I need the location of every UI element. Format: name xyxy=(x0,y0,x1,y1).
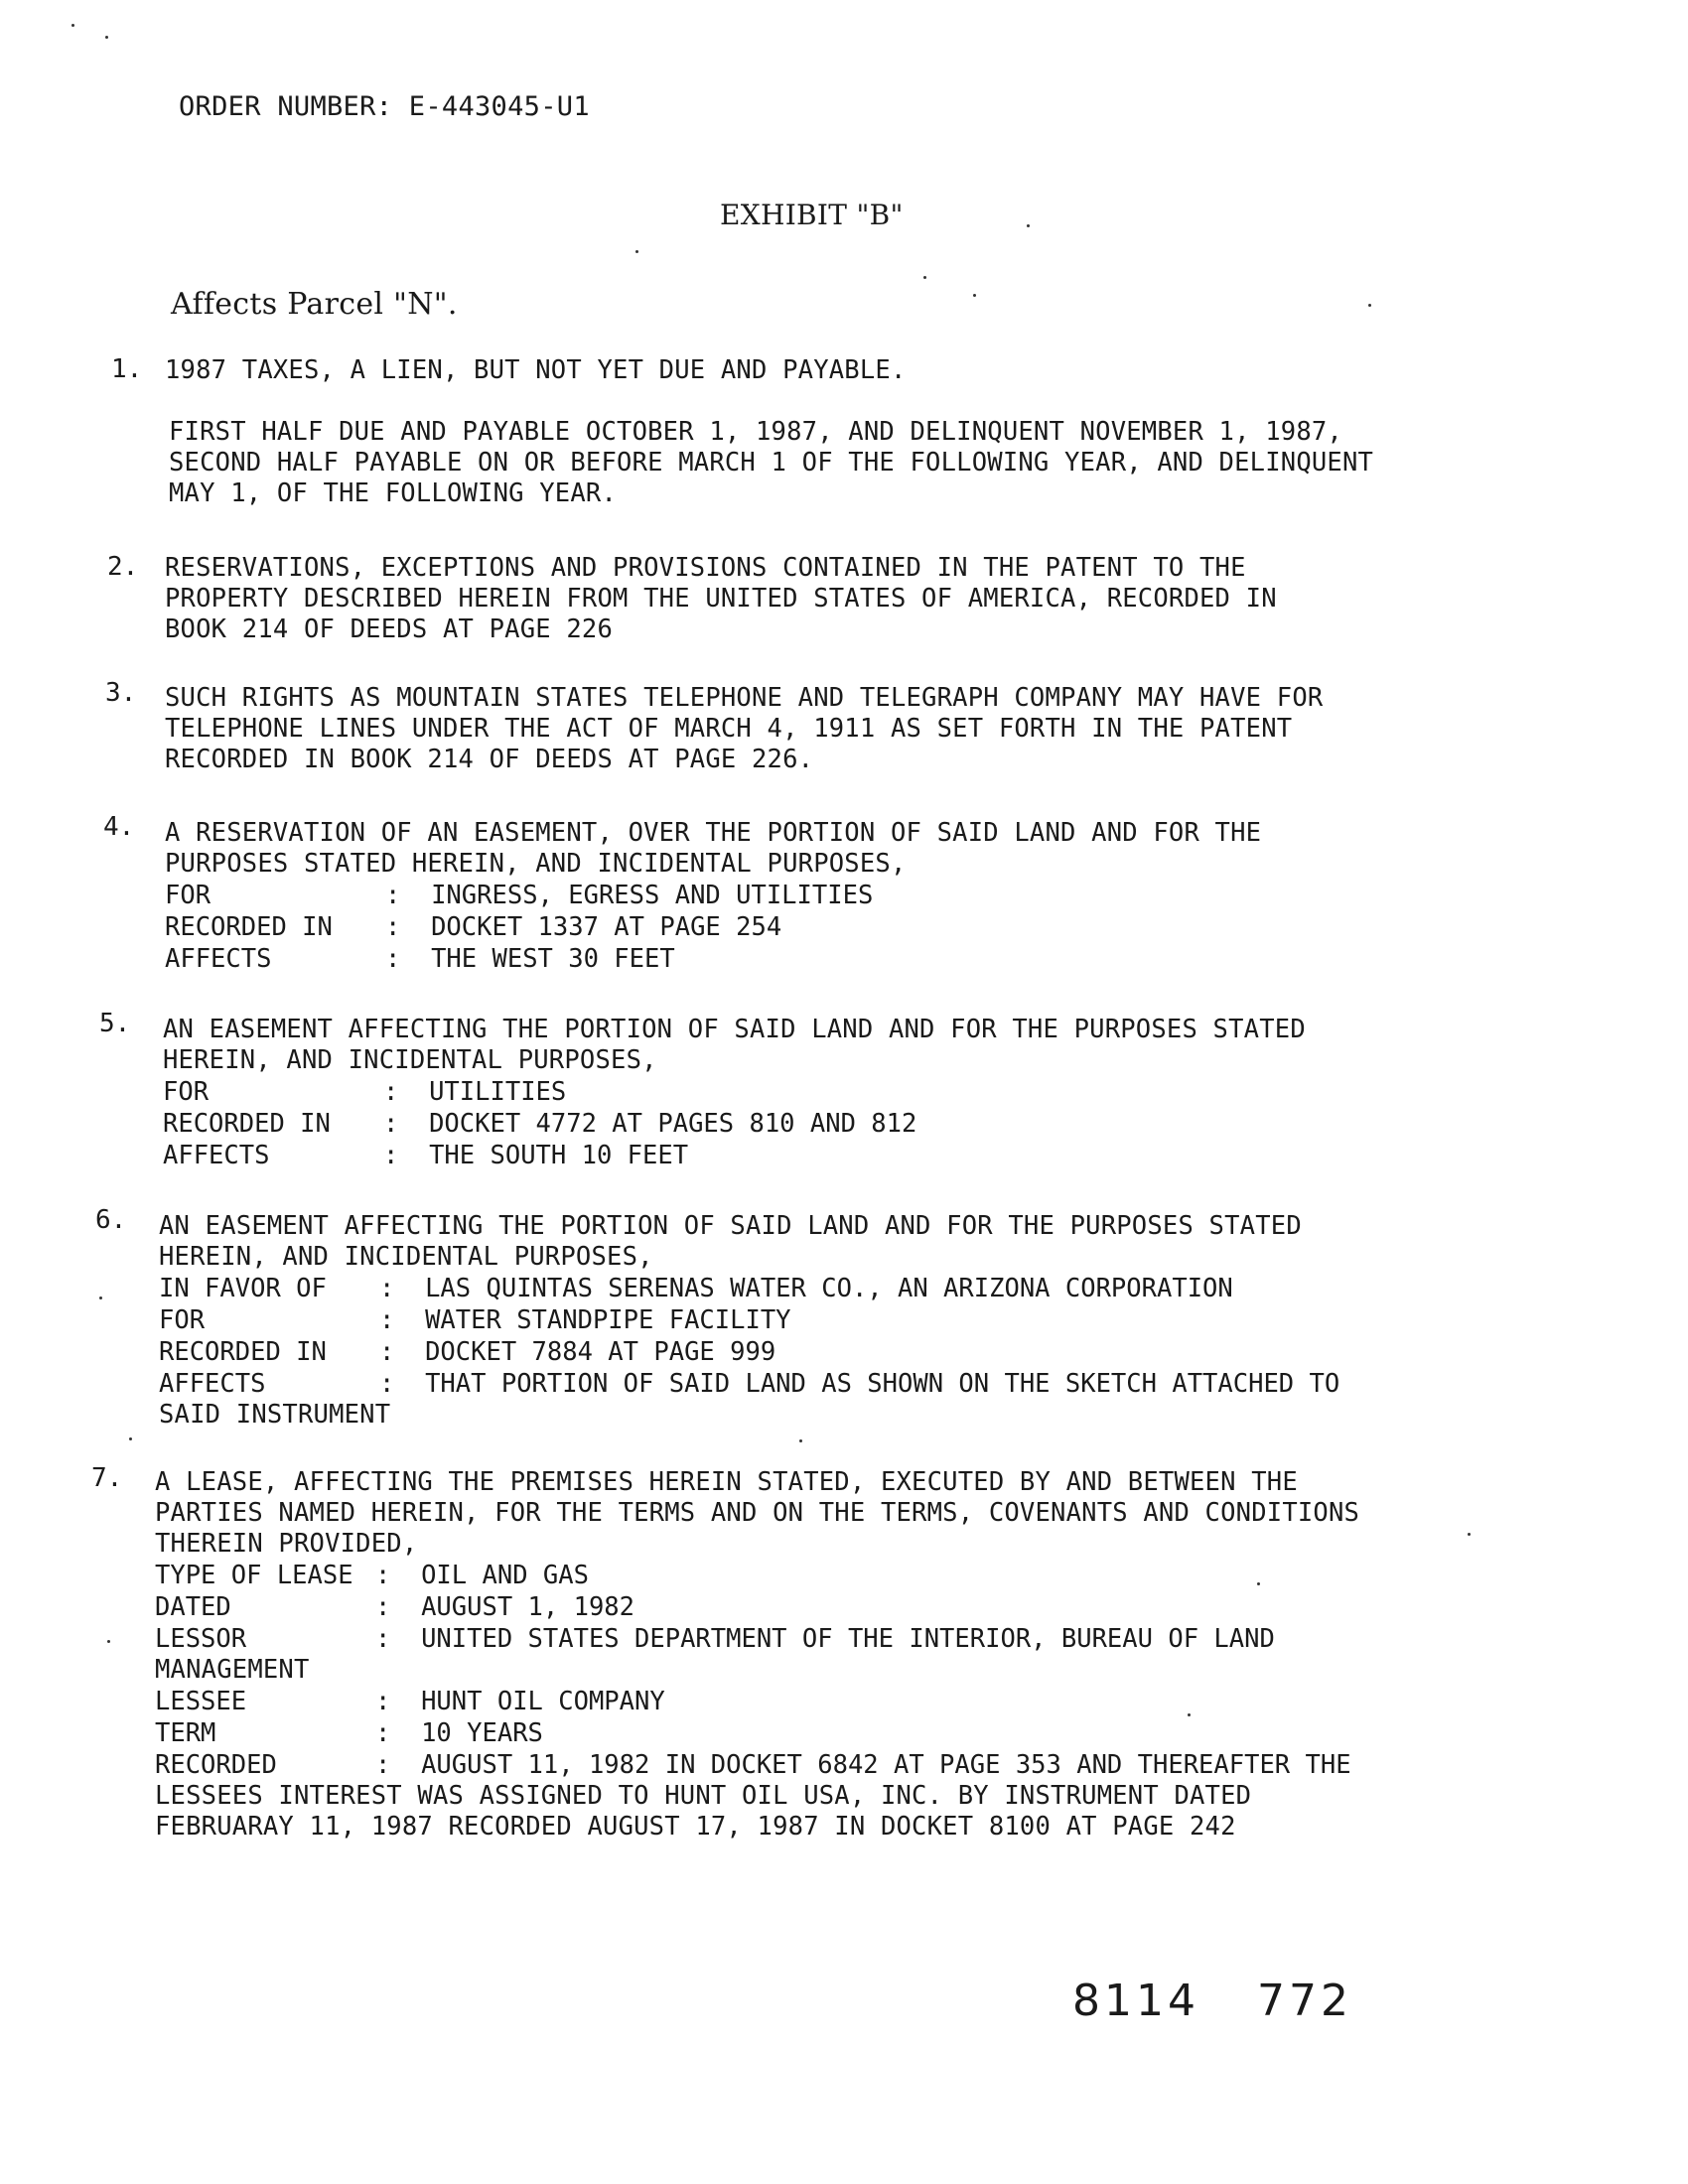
scan-speck xyxy=(99,1297,102,1299)
field-label: RECORDED IN xyxy=(165,912,333,942)
field-row xyxy=(163,1076,1414,1108)
list-item xyxy=(165,553,1416,645)
book-number: 8114 xyxy=(1072,1976,1199,2026)
field-label: RECORDED IN xyxy=(163,1109,331,1139)
field-value: DOCKET 4772 AT PAGES 810 AND 812 xyxy=(429,1109,917,1139)
scan-speck xyxy=(973,294,976,297)
field-separator: : xyxy=(379,1369,395,1399)
field-row xyxy=(165,943,1416,975)
item-line: FEBRUARAY 11, 1987 RECORDED AUGUST 17, 1987 IN DOCKET 8100 AT PAGE 242 xyxy=(155,1812,1236,1842)
field-row xyxy=(155,1686,1436,1717)
item-line: MANAGEMENT xyxy=(155,1655,310,1685)
parcel-line: Affects Parcel "N". xyxy=(171,287,458,322)
field-value: OIL AND GAS xyxy=(421,1561,589,1590)
field-row xyxy=(155,1717,1436,1749)
scan-speck xyxy=(1188,1713,1191,1716)
item-line: PROPERTY DESCRIBED HEREIN FROM THE UNITED STATES OF AMERICA, RECORDED IN xyxy=(165,584,1277,614)
scan-speck xyxy=(1027,224,1030,227)
scan-speck xyxy=(923,276,926,279)
field-value: UNITED STATES DEPARTMENT OF THE INTERIOR, BUREAU OF LAND xyxy=(421,1624,1275,1654)
list-item xyxy=(165,355,1416,386)
field-separator: : xyxy=(379,1337,395,1367)
field-value: DOCKET 1337 AT PAGE 254 xyxy=(431,912,782,942)
field-value: THE SOUTH 10 FEET xyxy=(429,1141,689,1170)
page-number-value: 772 xyxy=(1256,1976,1352,2026)
field-label: AFFECTS xyxy=(163,1141,270,1170)
item-line: FIRST HALF DUE AND PAYABLE OCTOBER 1, 1987, AND DELINQUENT NOVEMBER 1, 1987, xyxy=(169,417,1342,447)
field-label: TERM xyxy=(155,1718,216,1748)
item-number: 2. xyxy=(107,552,139,582)
field-value: DOCKET 7884 AT PAGE 999 xyxy=(425,1337,776,1367)
field-separator: : xyxy=(375,1718,391,1748)
field-label: LESSEE xyxy=(155,1687,247,1716)
field-label: FOR xyxy=(163,1077,210,1107)
field-label: RECORDED IN xyxy=(159,1337,327,1367)
item-line: AN EASEMENT AFFECTING THE PORTION OF SAID LAND AND FOR THE PURPOSES STATED xyxy=(159,1211,1302,1241)
page-number xyxy=(1072,1976,1352,2026)
item-line: LESSEES INTEREST WAS ASSIGNED TO HUNT OIL USA, INC. BY INSTRUMENT DATED xyxy=(155,1781,1252,1811)
list-item xyxy=(163,1015,1414,1171)
field-row xyxy=(155,1623,1436,1655)
field-label: FOR xyxy=(165,881,211,910)
item-line: SECOND HALF PAYABLE ON OR BEFORE MARCH 1 OF THE FOLLOWING YEAR, AND DELINQUENT xyxy=(169,448,1374,478)
item-line: RECORDED IN BOOK 214 OF DEEDS AT PAGE 226. xyxy=(165,745,814,774)
field-separator: : xyxy=(385,881,401,910)
item-line: PURPOSES STATED HEREIN, AND INCIDENTAL PURPOSES, xyxy=(165,849,907,879)
field-separator: : xyxy=(379,1305,395,1335)
field-separator: : xyxy=(375,1592,391,1622)
field-separator: : xyxy=(375,1561,391,1590)
field-separator: : xyxy=(383,1077,399,1107)
item-number: 7. xyxy=(91,1463,123,1493)
item-sub-paragraph xyxy=(169,417,1420,509)
field-label: AFFECTS xyxy=(165,944,272,974)
field-separator: : xyxy=(379,1274,395,1303)
order-number: ORDER NUMBER: E-443045-U1 xyxy=(179,91,590,122)
list-item xyxy=(155,1467,1436,1843)
field-row xyxy=(155,1591,1436,1623)
field-value: THE WEST 30 FEET xyxy=(431,944,675,974)
field-separator: : xyxy=(375,1750,391,1780)
item-line: TELEPHONE LINES UNDER THE ACT OF MARCH 4, 1911 AS SET FORTH IN THE PATENT xyxy=(165,714,1293,744)
field-row xyxy=(163,1108,1414,1140)
field-value: LAS QUINTAS SERENAS WATER CO., AN ARIZONA CORPORATION xyxy=(425,1274,1233,1303)
field-label: IN FAVOR OF xyxy=(159,1274,327,1303)
item-line: HEREIN, AND INCIDENTAL PURPOSES, xyxy=(159,1242,653,1272)
scan-speck xyxy=(1368,304,1371,307)
item-line: A LEASE, AFFECTING THE PREMISES HEREIN STATED, EXECUTED BY AND BETWEEN THE xyxy=(155,1467,1298,1497)
scan-speck xyxy=(71,24,74,27)
field-label: FOR xyxy=(159,1305,206,1335)
field-value: AUGUST 1, 1982 xyxy=(421,1592,635,1622)
field-value: AUGUST 11, 1982 IN DOCKET 6842 AT PAGE 353 AND THEREAFTER THE xyxy=(421,1750,1351,1780)
field-value: UTILITIES xyxy=(429,1077,567,1107)
item-line: HEREIN, AND INCIDENTAL PURPOSES, xyxy=(163,1045,657,1075)
list-item xyxy=(165,683,1416,775)
item-number: 3. xyxy=(105,678,137,708)
scan-speck xyxy=(107,1640,110,1643)
field-row xyxy=(159,1304,1410,1336)
field-row xyxy=(165,880,1416,911)
field-row xyxy=(163,1140,1414,1171)
field-separator: : xyxy=(385,944,401,974)
field-separator: : xyxy=(375,1687,391,1716)
item-line: THEREIN PROVIDED, xyxy=(155,1529,418,1559)
field-value: 10 YEARS xyxy=(421,1718,543,1748)
scan-speck xyxy=(635,250,638,253)
field-row xyxy=(155,1560,1436,1591)
field-row xyxy=(165,911,1416,943)
scan-speck xyxy=(105,36,108,39)
field-separator: : xyxy=(383,1141,399,1170)
item-line: SUCH RIGHTS AS MOUNTAIN STATES TELEPHONE AND TELEGRAPH COMPANY MAY HAVE FOR xyxy=(165,683,1324,713)
item-line: SAID INSTRUMENT xyxy=(159,1400,391,1430)
list-item xyxy=(165,818,1416,975)
list-item xyxy=(159,1211,1410,1431)
field-label: AFFECTS xyxy=(159,1369,266,1399)
field-separator: : xyxy=(383,1109,399,1139)
item-line: 1987 TAXES, A LIEN, BUT NOT YET DUE AND PAYABLE. xyxy=(165,355,907,385)
field-label: RECORDED xyxy=(155,1750,277,1780)
field-value: INGRESS, EGRESS AND UTILITIES xyxy=(431,881,874,910)
scan-speck xyxy=(1257,1582,1260,1585)
scan-speck xyxy=(1468,1533,1471,1536)
field-row xyxy=(159,1368,1410,1400)
item-line: A RESERVATION OF AN EASEMENT, OVER THE PORTION OF SAID LAND AND FOR THE xyxy=(165,818,1262,848)
field-value: HUNT OIL COMPANY xyxy=(421,1687,665,1716)
item-line: AN EASEMENT AFFECTING THE PORTION OF SAID LAND AND FOR THE PURPOSES STATED xyxy=(163,1015,1306,1044)
field-label: DATED xyxy=(155,1592,231,1622)
field-separator: : xyxy=(385,912,401,942)
field-label: TYPE OF LEASE xyxy=(155,1561,353,1590)
item-number: 1. xyxy=(111,354,143,384)
item-line: BOOK 214 OF DEEDS AT PAGE 226 xyxy=(165,614,614,644)
scan-speck xyxy=(799,1439,802,1442)
field-value: THAT PORTION OF SAID LAND AS SHOWN ON THE SKETCH ATTACHED TO xyxy=(425,1369,1340,1399)
field-value: WATER STANDPIPE FACILITY xyxy=(425,1305,791,1335)
item-number: 5. xyxy=(99,1009,131,1038)
field-row xyxy=(159,1273,1410,1304)
item-line: PARTIES NAMED HEREIN, FOR THE TERMS AND ON THE TERMS, COVENANTS AND CONDITIONS xyxy=(155,1498,1360,1528)
exhibit-title: EXHIBIT "B" xyxy=(720,199,904,231)
item-line: MAY 1, OF THE FOLLOWING YEAR. xyxy=(169,478,618,508)
field-row xyxy=(155,1749,1436,1781)
field-separator: : xyxy=(375,1624,391,1654)
scan-speck xyxy=(129,1437,132,1440)
item-number: 4. xyxy=(103,812,135,842)
field-label: LESSOR xyxy=(155,1624,247,1654)
item-line: RESERVATIONS, EXCEPTIONS AND PROVISIONS CONTAINED IN THE PATENT TO THE xyxy=(165,553,1246,583)
field-row xyxy=(159,1336,1410,1368)
item-number: 6. xyxy=(95,1205,127,1235)
